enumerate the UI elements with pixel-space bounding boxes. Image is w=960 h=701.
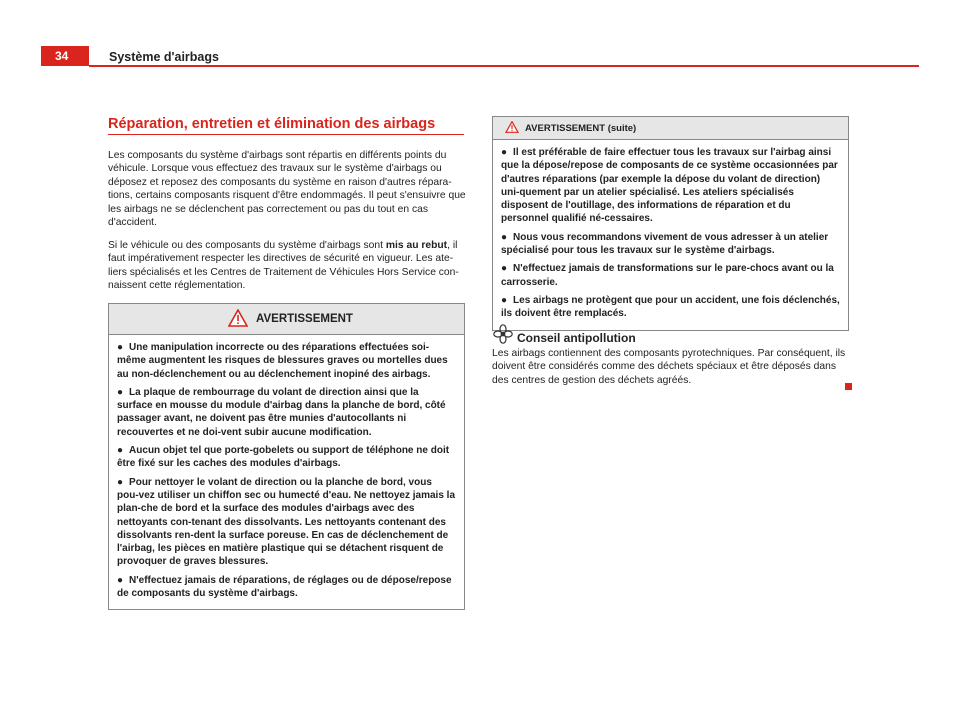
end-of-section-mark xyxy=(845,383,852,390)
section-divider xyxy=(108,134,464,135)
disposal-emphasis: mis au rebut xyxy=(385,240,448,251)
warning-continued-box xyxy=(492,116,849,331)
flower-icon xyxy=(493,324,513,349)
warning-item: ● Il est préférable de faire effectuer tous les travaux sur l'airbag ainsi que la dépose/repose de composants de ce système occasionnées par d'autres réparations (par exemple la dépose du volant de direction) uni-quement par un atelier spécialisé. Les ateliers spécialisés disposent de l'outillage, des informations de réparation et du personnel qualifié né-cessaires. xyxy=(501,147,838,225)
page-number: 34 xyxy=(41,46,89,66)
warning-item: ● Nous vous recommandons vivement de vous adresser à un atelier spécialisé pour tous les travaux sur le système d'airbags. xyxy=(501,231,829,257)
header-divider xyxy=(89,65,919,67)
intro-paragraph: Les composants du système d'airbags sont répartis en différents points du véhicule. Lorsque vous effectuez des travaux sur le système d'airbags ou déposez et reposez des composants du système en raison d'autres répara-tions, certains composants risquent d'être endommagés. Il peut s'ensuivre que les airbags ne se déclenchent pas correctement ou pas du tout en cas d'accident. xyxy=(108,150,466,229)
warning-continued-title: AVERTISSEMENT (suite) xyxy=(525,122,637,134)
warning-item: ● Pour nettoyer le volant de direction ou la planche de bord, vous pou-vez utiliser un chiffon sec ou humecté d'eau. Ne nettoyez jamais la plan-che de bord et la surface des modules d'airbags avec des nettoyants con-tenant des dissolvants. Les nettoyants contenant des dissolvants ren-dent la surface poreuse. En cas de déclenchement de l'airbag, les pièces en matière plastique qui se détachent risquent de provoquer de graves blessures. xyxy=(117,476,456,568)
warning-triangle-icon xyxy=(505,121,519,136)
warning-item: ● N'effectuez jamais de réparations, de réglages ou de dépose/repose de composants du système d'airbags. xyxy=(117,574,452,600)
warning-header xyxy=(109,304,464,335)
warning-box xyxy=(108,303,465,610)
warning-item: ● La plaque de rembourrage du volant de direction ainsi que la surface en mousse du module d'airbag dans la planche de bord, côté passager avant, ne doivent pas être munies d'autocollants ni recouvertes et ne doi-vent subir aucune modification. xyxy=(117,386,446,438)
warning-title: AVERTISSEMENT xyxy=(256,313,353,325)
warning-item: ● Les airbags ne protègent que pour un accident, une fois déclenchés, ils doivent être remplacés. xyxy=(501,294,840,320)
eco-tip-title: Conseil antipollution xyxy=(517,331,636,345)
warning-continued-list xyxy=(493,140,848,330)
warning-continued-header xyxy=(493,117,848,140)
eco-tip-text: Les airbags contiennent des composants pyrotechniques. Par conséquent, ils doivent être considérés comme des déchets spéciaux et être déposés dans des centres de gestion des déchets agréés. xyxy=(492,348,846,386)
warning-item: ● N'effectuez jamais de transformations sur le pare-chocs avant ou la carrosserie. xyxy=(501,263,834,288)
section-title: Réparation, entretien et élimination des airbags xyxy=(108,116,436,132)
warning-item: ● Aucun objet tel que porte-gobelets ou support de téléphone ne doit être fixé sur les caches des modules d'airbags. xyxy=(117,445,450,470)
warning-item: ● Une manipulation incorrecte ou des réparations effectuées soi-même augmentent les risques de blessures graves ou mortelles dues au non-déclenchement ou au déclenchement inopiné des airbags. xyxy=(117,342,448,380)
chapter-title: Système d'airbags xyxy=(109,50,219,64)
warning-triangle-icon xyxy=(228,309,248,330)
warning-list xyxy=(109,335,464,609)
disposal-paragraph: Si le véhicule ou des composants du système d'airbags sont mis au rebut, il faut impérativement respecter les directives de sécurité en vigueur. Les ate-liers spécialisés et les Centres de Traitement de Véhicules Hors Service con-naissent cette réglementation. xyxy=(108,240,459,292)
